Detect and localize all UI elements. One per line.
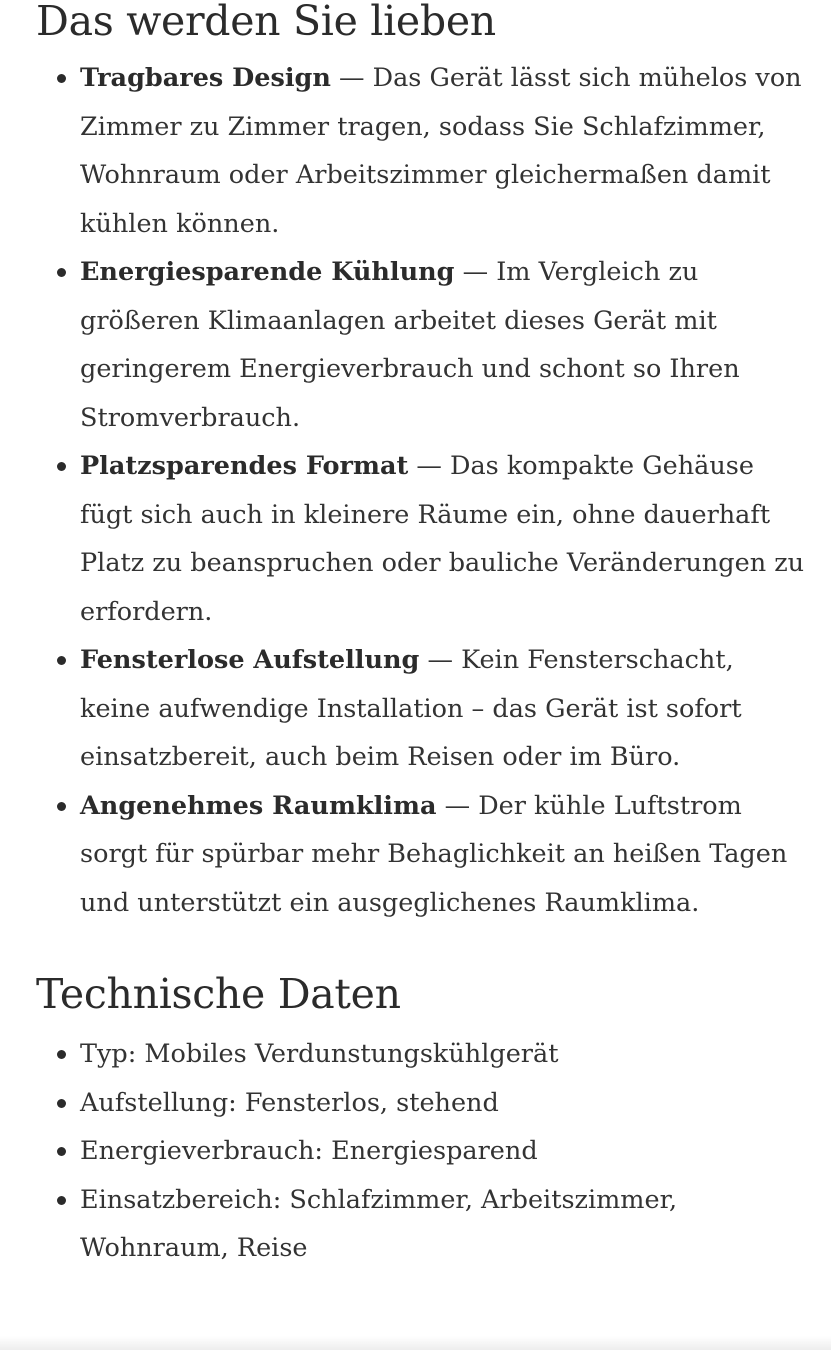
- bullet-icon: [57, 802, 66, 811]
- feature-separator: —: [454, 257, 497, 287]
- features-list: [36, 54, 806, 927]
- feature-name: Fensterlose Aufstellung: [80, 645, 420, 675]
- feature-separator: —: [330, 63, 373, 93]
- feature-name: Tragbares Design: [80, 63, 331, 93]
- specs-list: [36, 1030, 806, 1273]
- bullet-icon: [57, 462, 66, 471]
- bullet-icon: [57, 268, 66, 277]
- spec-text: Aufstellung: Fensterlos, stehend: [80, 1087, 499, 1118]
- bullet-icon: [57, 1196, 66, 1205]
- list-item: [36, 636, 806, 782]
- feature-name: Energiesparende Kühlung: [80, 257, 455, 287]
- specs-heading: Technische Daten: [36, 970, 401, 1018]
- feature-description: Der kühle Luftstrom sorgt für spürbar mehr Behaglichkeit an heißen Tagen und unterstützt ein ausgeglichenes Raumklima.: [80, 790, 788, 918]
- bullet-icon: [57, 1099, 66, 1108]
- spec-text: Energieverbrauch: Energiesparend: [80, 1136, 538, 1166]
- features-heading: Das werden Sie lieben: [36, 0, 496, 45]
- list-item: [36, 1030, 806, 1079]
- list-item: [36, 1079, 806, 1128]
- feature-name: Angenehmes Raumklima: [80, 790, 437, 821]
- list-item: [36, 248, 806, 442]
- bullet-icon: [57, 656, 66, 665]
- feature-separator: —: [436, 790, 479, 821]
- bottom-edge-shadow: [0, 1336, 831, 1350]
- feature-description: Das Gerät lässt sich mühelos von Zimmer zu Zimmer tragen, sodass Sie Schlafzimmer, Wohnraum oder Arbeitszimmer gleichermaßen damit kühlen können.: [80, 63, 802, 239]
- bullet-icon: [57, 1147, 66, 1156]
- spec-text: Typ: Mobiles Verdunstungskühlgerät: [80, 1039, 559, 1069]
- feature-separator: —: [408, 451, 450, 481]
- spec-text: Einsatzbereich: Schlafzimmer, Arbeitszimmer, Wohnraum, Reise: [80, 1184, 678, 1263]
- bullet-icon: [57, 74, 66, 83]
- feature-separator: —: [419, 645, 462, 675]
- feature-description: Kein Fensterschacht, keine aufwendige Installation – das Gerät ist sofort einsatzbereit, auch beim Reisen oder im Büro.: [80, 645, 742, 772]
- list-item: [36, 442, 806, 636]
- bullet-icon: [57, 1050, 66, 1059]
- feature-description: Das kompakte Gehäuse fügt sich auch in kleinere Räume ein, ohne dauerhaft Platz zu beanspruchen oder bauliche Veränderungen zu erfordern.: [80, 451, 805, 627]
- list-item: [36, 54, 806, 248]
- list-item: [36, 1176, 806, 1273]
- list-item: [36, 1127, 806, 1176]
- product-description: [36, 0, 806, 1273]
- feature-description: Im Vergleich zu größeren Klimaanlagen arbeitet dieses Gerät mit geringerem Energieverbrauch und schont so Ihren Stromverbrauch.: [80, 257, 740, 433]
- list-item: [36, 782, 806, 928]
- feature-name: Platzsparendes Format: [80, 451, 409, 481]
